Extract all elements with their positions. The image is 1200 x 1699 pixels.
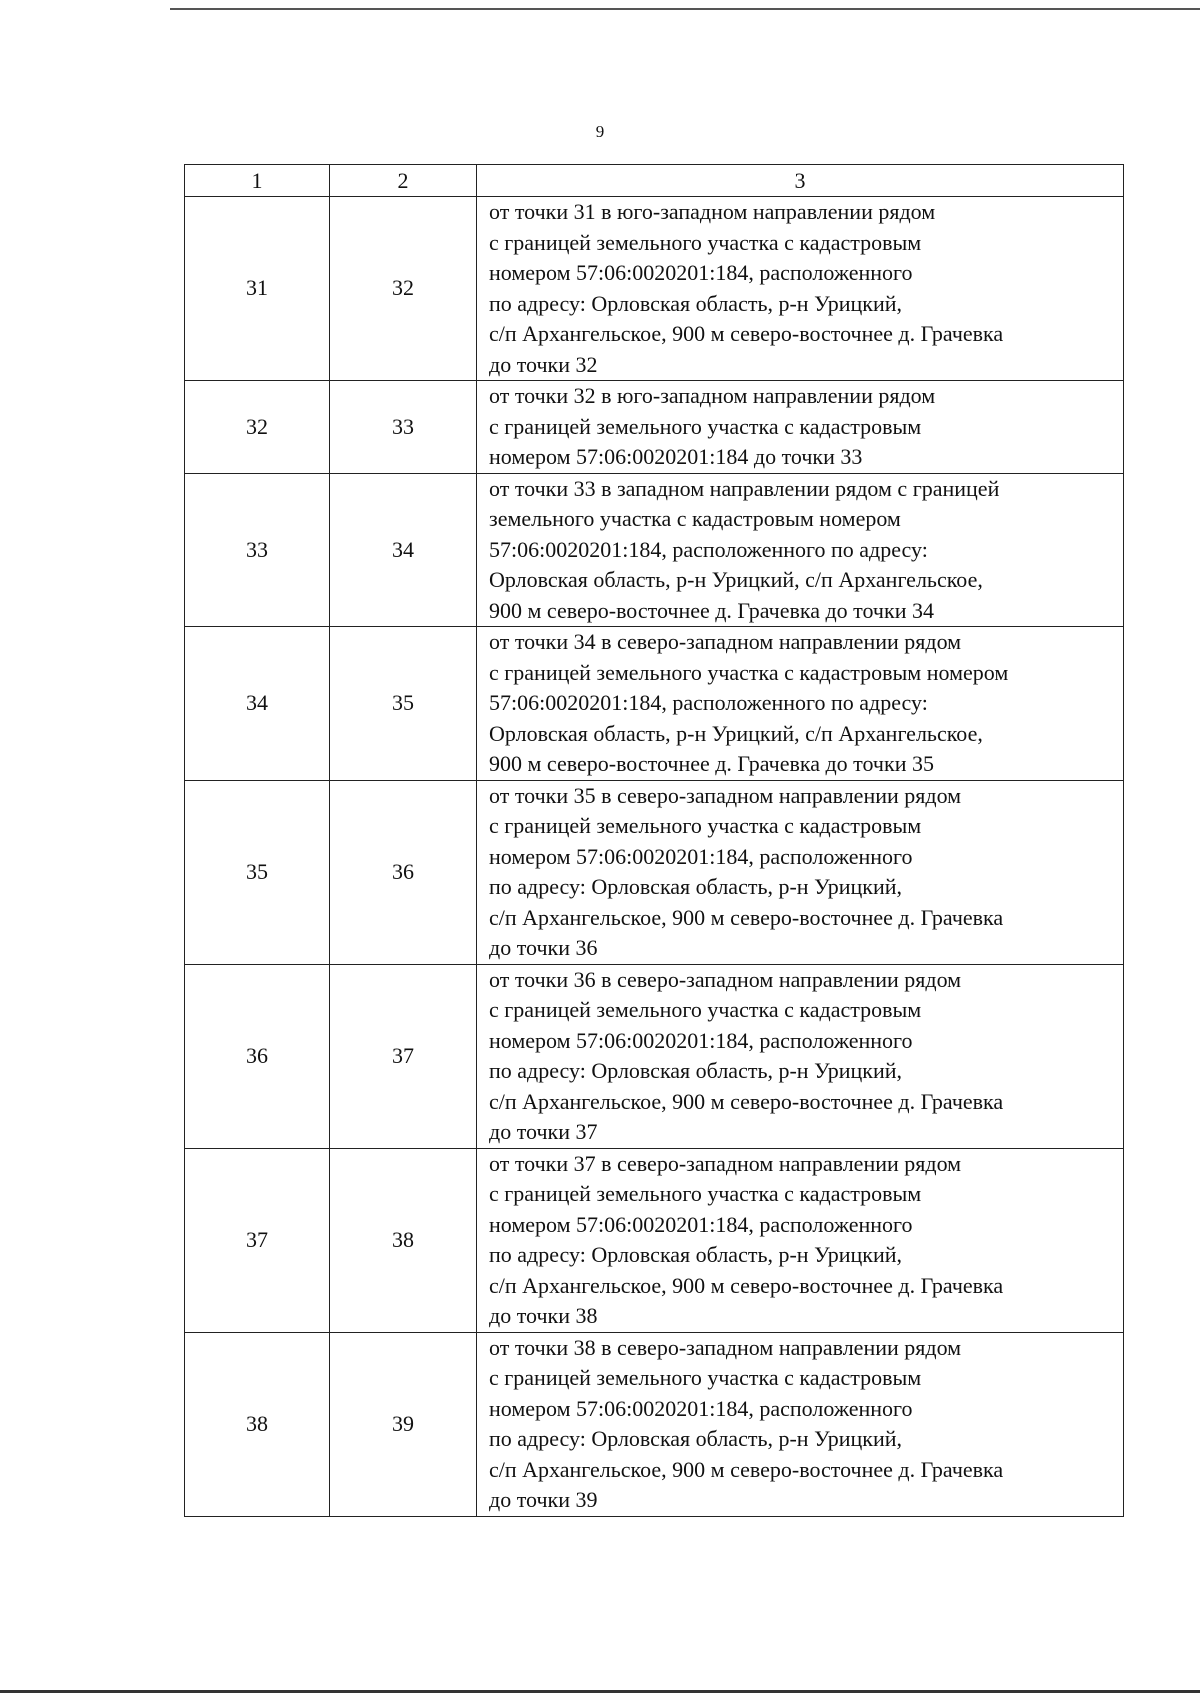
description-line: номером 57:06:0020201:184, расположенного	[489, 260, 913, 285]
cell-description	[477, 964, 1124, 1148]
description-line: с границей земельного участка с кадастровым номером	[489, 659, 1009, 685]
description-line: с границей земельного участка с кадастровым	[489, 813, 922, 838]
description-line: по адресу: Орловская область, р-н Урицкий,	[489, 874, 903, 899]
table-row	[185, 197, 1124, 381]
description-line: по адресу: Орловская область, р-н Урицкий,	[489, 1058, 903, 1083]
description-line: от точки 32 в юго-западном направлении рядом	[489, 383, 936, 408]
table-row	[185, 473, 1124, 627]
description-line: Орловская область, р-н Урицкий, с/п Архангельское,	[489, 567, 983, 592]
description-line: с границей земельного участка с кадастровым	[489, 413, 922, 439]
table-body	[185, 197, 1124, 1517]
cell-to-point: 34	[330, 473, 477, 627]
cell-description	[477, 381, 1124, 474]
description-line: до точки 37	[489, 1119, 598, 1144]
description-line: номером 57:06:0020201:184, расположенного	[489, 1211, 913, 1237]
scan-edge-top	[170, 8, 1200, 10]
cell-to-point: 36	[330, 780, 477, 964]
description-line: 57:06:0020201:184, расположенного по адресу:	[489, 536, 928, 562]
cell-description	[477, 627, 1124, 781]
description-line: номером 57:06:0020201:184 до точки 33	[489, 444, 863, 469]
cell-from-point: 31	[185, 197, 330, 381]
description-line: Орловская область, р-н Урицкий, с/п Архангельское,	[489, 720, 983, 746]
description-line: до точки 38	[489, 1303, 598, 1328]
cell-description	[477, 1148, 1124, 1332]
cell-from-point: 34	[185, 627, 330, 781]
table-header-row	[185, 165, 1124, 197]
column-header-2: 2	[330, 165, 477, 197]
cell-to-point: 35	[330, 627, 477, 781]
description-line: по адресу: Орловская область, р-н Урицкий,	[489, 1426, 903, 1451]
description-line: от точки 36 в северо-западном направлении рядом	[489, 966, 962, 992]
description-line: 900 м северо-восточнее д. Грачевка до точки 35	[489, 751, 934, 776]
description-line: с/п Архангельское, 900 м северо-восточнее д. Грачевка	[489, 904, 1004, 930]
scan-edge-bottom	[0, 1690, 1200, 1693]
cell-from-point: 32	[185, 381, 330, 474]
description-line: от точки 31 в юго-западном направлении рядом	[489, 199, 936, 224]
description-line: от точки 38 в северо-западном направлении рядом	[489, 1334, 962, 1360]
description-line: до точки 32	[489, 351, 598, 377]
description-line: с границей земельного участка с кадастровым	[489, 997, 922, 1022]
description-line: от точки 37 в северо-западном направлении рядом	[489, 1150, 962, 1176]
description-line: номером 57:06:0020201:184, расположенного	[489, 843, 913, 869]
description-line: с границей земельного участка с кадастровым	[489, 1365, 922, 1390]
cell-from-point: 36	[185, 964, 330, 1148]
description-line: от точки 35 в северо-западном направлении рядом	[489, 782, 962, 808]
cell-to-point: 33	[330, 381, 477, 474]
description-line: 57:06:0020201:184, расположенного по адресу:	[489, 690, 928, 715]
description-line: номером 57:06:0020201:184, расположенного	[489, 1395, 913, 1421]
table-row	[185, 1332, 1124, 1516]
description-line: 900 м северо-восточнее д. Грачевка до точки 34	[489, 597, 934, 623]
description-line: по адресу: Орловская область, р-н Урицкий,	[489, 1242, 903, 1267]
column-header-3: 3	[477, 165, 1124, 197]
boundary-table	[184, 164, 1124, 1517]
cell-description	[477, 197, 1124, 381]
cell-from-point: 35	[185, 780, 330, 964]
description-line: с/п Архангельское, 900 м северо-восточнее д. Грачевка	[489, 321, 1004, 346]
cell-to-point: 32	[330, 197, 477, 381]
table-row	[185, 627, 1124, 781]
description-line: с/п Архангельское, 900 м северо-восточнее д. Грачевка	[489, 1088, 1004, 1114]
column-header-1: 1	[185, 165, 330, 197]
description-line: земельного участка с кадастровым номером	[489, 506, 901, 531]
cell-to-point: 37	[330, 964, 477, 1148]
description-line: с/п Архангельское, 900 м северо-восточнее д. Грачевка	[489, 1456, 1004, 1482]
table-row	[185, 381, 1124, 474]
table-row	[185, 1148, 1124, 1332]
table-row	[185, 780, 1124, 964]
cell-from-point: 38	[185, 1332, 330, 1516]
description-line: до точки 36	[489, 935, 598, 960]
description-line: по адресу: Орловская область, р-н Урицкий,	[489, 290, 903, 316]
cell-description	[477, 473, 1124, 627]
page-number: 9	[595, 122, 605, 141]
description-line: с границей земельного участка с кадастровым	[489, 1181, 922, 1206]
description-line: от точки 33 в западном направлении рядом с границей	[489, 475, 1000, 501]
table-row	[185, 964, 1124, 1148]
cell-description	[477, 1332, 1124, 1516]
cell-from-point: 33	[185, 473, 330, 627]
description-line: с/п Архангельское, 900 м северо-восточнее д. Грачевка	[489, 1272, 1004, 1298]
description-line: от точки 34 в северо-западном направлении рядом	[489, 629, 962, 654]
description-line: номером 57:06:0020201:184, расположенного	[489, 1027, 913, 1053]
description-line: до точки 39	[489, 1487, 598, 1512]
cell-to-point: 38	[330, 1148, 477, 1332]
cell-from-point: 37	[185, 1148, 330, 1332]
cell-to-point: 39	[330, 1332, 477, 1516]
description-line: с границей земельного участка с кадастровым	[489, 229, 922, 255]
cell-description	[477, 780, 1124, 964]
